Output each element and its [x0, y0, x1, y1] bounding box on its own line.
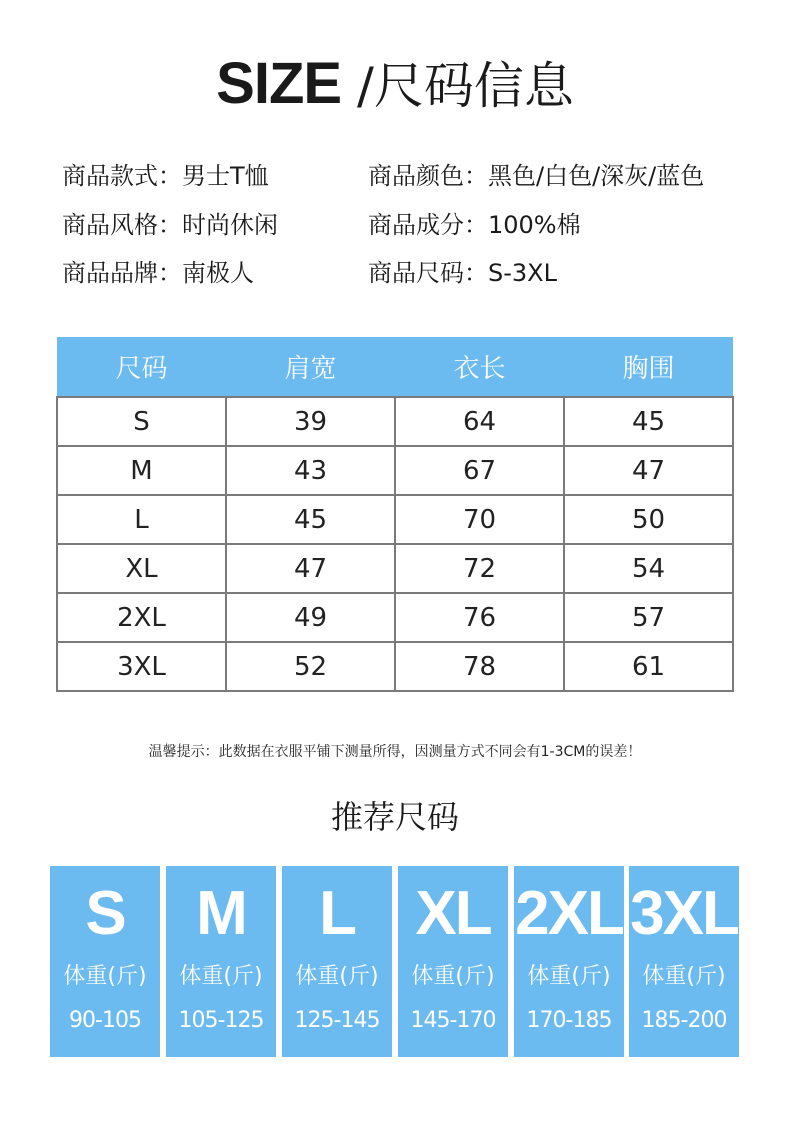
table-cell: 78	[395, 642, 564, 691]
card-weight-label: 体重(斤)	[411, 964, 495, 989]
table-row	[57, 593, 733, 642]
size-card-s	[50, 866, 160, 1057]
table-cell: 50	[564, 495, 733, 544]
table-row	[57, 642, 733, 691]
table-cell: XL	[57, 544, 226, 593]
info-row	[62, 207, 762, 243]
table-cell: 2XL	[57, 593, 226, 642]
recommend-title: 推荐尺码	[330, 798, 459, 836]
info-row	[62, 158, 762, 194]
card-weight-range: 125-145	[294, 1008, 380, 1033]
info-color: 商品颜色：黑色/白色/深灰/蓝色	[368, 162, 705, 190]
card-size: L	[319, 879, 355, 948]
table-cell: 3XL	[57, 642, 226, 691]
table-cell: 64	[395, 397, 564, 446]
recommend-cards	[50, 866, 739, 1057]
header-size: 尺码	[57, 337, 226, 397]
table-row	[57, 544, 733, 593]
card-weight-label: 体重(斤)	[527, 964, 611, 989]
card-weight-label: 体重(斤)	[642, 964, 726, 989]
table-header-row	[57, 337, 733, 397]
table-cell: 52	[226, 642, 395, 691]
table-cell: 67	[395, 446, 564, 495]
info-row	[62, 255, 762, 291]
info-style: 商品款式：男士T恤	[62, 162, 269, 190]
card-weight-label: 体重(斤)	[295, 964, 379, 989]
table-cell: 47	[226, 544, 395, 593]
size-card-3xl	[629, 866, 739, 1057]
card-weight-range: 90-105	[69, 1008, 141, 1033]
table-cell: 49	[226, 593, 395, 642]
table-cell: M	[57, 446, 226, 495]
table-cell: S	[57, 397, 226, 446]
card-size: S	[85, 879, 125, 948]
title-en: SIZE	[216, 51, 342, 116]
card-size: 2XL	[515, 879, 623, 948]
card-weight-range: 170-185	[526, 1008, 612, 1033]
card-size: 3XL	[630, 879, 738, 948]
table-cell: 45	[226, 495, 395, 544]
info-fashion: 商品风格：时尚休闲	[62, 211, 278, 239]
size-card-xl	[398, 866, 508, 1057]
size-card-2xl	[514, 866, 624, 1057]
table-cell: 76	[395, 593, 564, 642]
size-card-l	[282, 866, 392, 1057]
table-row	[57, 446, 733, 495]
table-cell: 43	[226, 446, 395, 495]
size-card-m	[166, 866, 276, 1057]
card-weight-range: 105-125	[178, 1008, 264, 1033]
table-cell: 45	[564, 397, 733, 446]
table-row	[57, 397, 733, 446]
table-cell: 70	[395, 495, 564, 544]
table-cell: 47	[564, 446, 733, 495]
table-cell: 57	[564, 593, 733, 642]
header-shoulder: 肩宽	[226, 337, 395, 397]
page-title	[0, 52, 790, 118]
info-material: 商品成分：100%棉	[368, 211, 581, 239]
table-row	[57, 495, 733, 544]
header-chest: 胸围	[564, 337, 733, 397]
card-size: M	[196, 879, 246, 948]
measurement-note: 温馨提示：此数据在衣服平铺下测量所得，因测量方式不同会有1-3CM的误差！	[148, 744, 642, 760]
card-weight-label: 体重(斤)	[179, 964, 263, 989]
table-cell: 61	[564, 642, 733, 691]
table-cell: 39	[226, 397, 395, 446]
title-cn: /尺码信息	[356, 57, 574, 115]
info-brand: 商品品牌：南极人	[62, 259, 254, 287]
table-cell: 72	[395, 544, 564, 593]
card-weight-label: 体重(斤)	[63, 964, 147, 989]
card-size: XL	[415, 879, 491, 948]
card-weight-range: 185-200	[641, 1008, 727, 1033]
info-size-range: 商品尺码：S-3XL	[368, 259, 557, 287]
table-cell: 54	[564, 544, 733, 593]
size-table	[56, 337, 734, 692]
card-weight-range: 145-170	[410, 1008, 496, 1033]
table-cell: L	[57, 495, 226, 544]
header-length: 衣长	[395, 337, 564, 397]
